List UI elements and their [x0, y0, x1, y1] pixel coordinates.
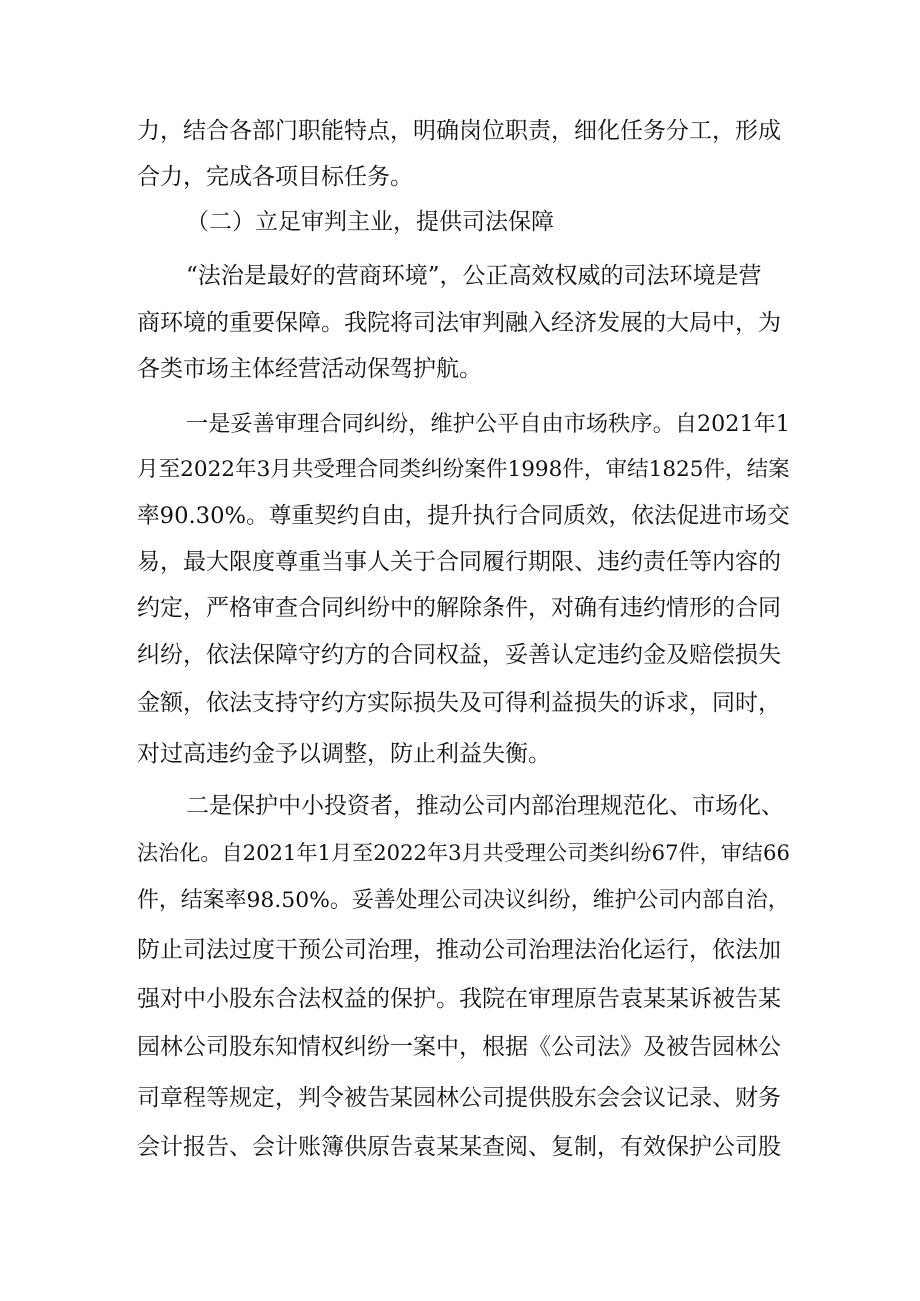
text-line: 二是保护中小投资者，推动公司内部治理规范化、市场化、 — [186, 793, 784, 819]
text-line: 合力，完成各项目标任务。 — [137, 164, 413, 190]
text-line: 法治化。自2021年1月至2022年3月共受理公司类纠纷67件，审结66 — [137, 840, 790, 865]
text-line: 会计报告、会计账簿供原告袁某某查阅、复制，有效保护公司股 — [137, 1134, 781, 1160]
text-line: 纠纷，依法保障守约方的合同权益，妥善认定违约金及赔偿损失 — [137, 642, 781, 668]
section-heading: （二）立足审判主业，提供司法保障 — [186, 209, 554, 235]
text-line: 率90.30%。尊重契约自由，提升执行合同质效，依法促进市场交 — [137, 503, 790, 529]
text-line: 各类市场主体经营活动保驾护航。 — [137, 356, 482, 382]
text-line: 力，结合各部门职能特点，明确岗位职责，细化任务分工，形成 — [137, 118, 781, 144]
text-line: 防止司法过度干预公司治理，推动公司治理法治化运行，依法加 — [137, 937, 781, 963]
text-line: “法治是最好的营商环境”，公正高效权威的司法环境是营 — [186, 263, 762, 289]
text-line: 司章程等规定，判令被告某园林公司提供股东会会议记录、财务 — [137, 1085, 781, 1111]
text-line: 金额，依法支持守约方实际损失及可得利益损失的诉求，同时， — [137, 690, 781, 716]
text-line: 一是妥善审理合同纠纷，维护公平自由市场秩序。自2021年1 — [186, 411, 790, 437]
text-line: 对过高违约金予以调整，防止利益失衡。 — [137, 741, 551, 767]
text-line: 易，最大限度尊重当事人关于合同履行期限、违约责任等内容的 — [137, 549, 781, 575]
text-line: 强对中小股东合法权益的保护。我院在审理原告袁某某诉被告某 — [137, 986, 781, 1012]
text-line: 商环境的重要保障。我院将司法审判融入经济发展的大局中，为 — [137, 310, 781, 336]
text-line: 月至2022年3月共受理合同类纠纷案件1998件，审结1825件，结案 — [137, 457, 790, 482]
text-line: 件，结案率98.50%。妥善处理公司决议纠纷，维护公司内部自治， — [137, 888, 790, 913]
text-line: 园林公司股东知情权纠纷一案中，根据《公司法》及被告园林公 — [137, 1034, 781, 1060]
text-line: 约定，严格审查合同纠纷中的解除条件，对确有违约情形的合同 — [137, 595, 781, 621]
